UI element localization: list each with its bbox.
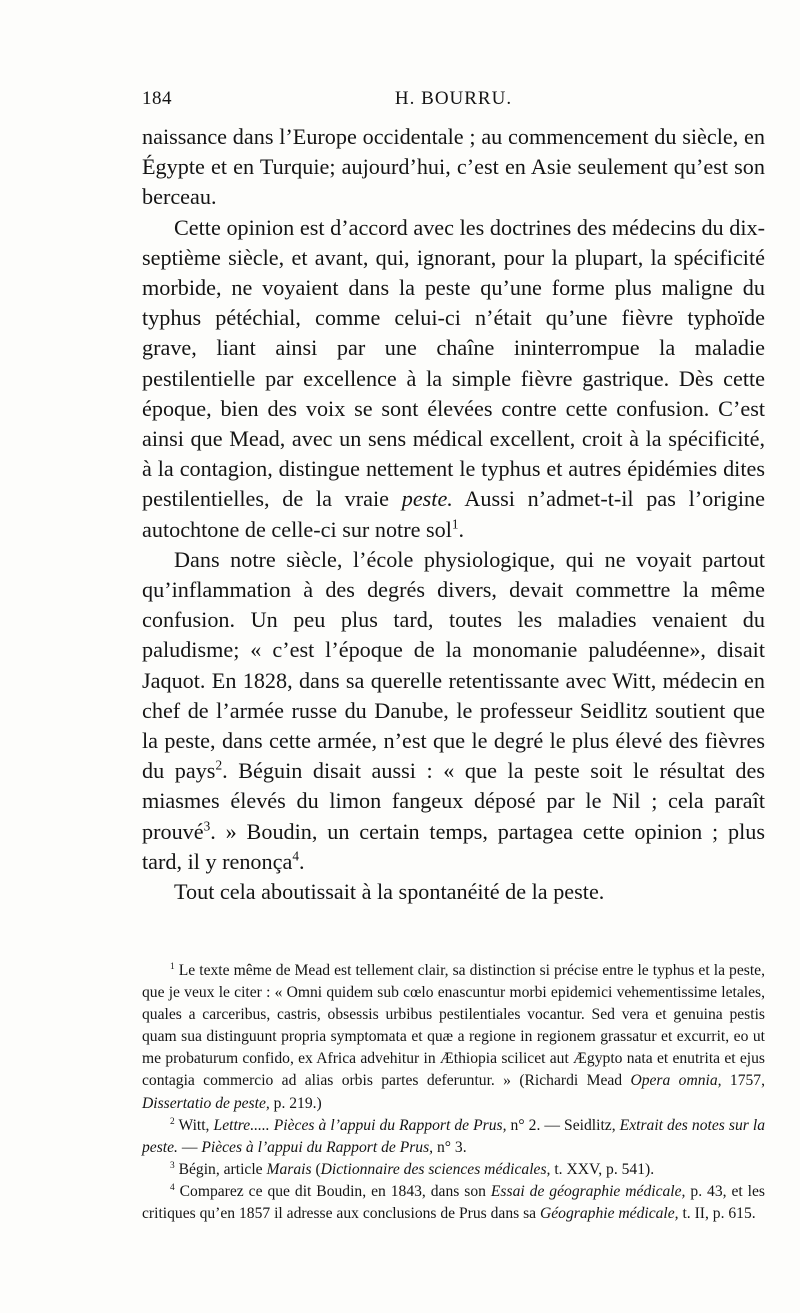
footnotes <box>142 960 765 1225</box>
footnote-ref-3: 3 <box>203 818 211 834</box>
paragraph-2-text-c: . <box>458 516 465 542</box>
footnote-ref-4: 4 <box>292 848 299 864</box>
footnote-3-emphasis-b: Dictionnaire des sciences médicales, <box>320 1160 551 1178</box>
page-header <box>142 88 765 118</box>
paragraph-3 <box>142 545 765 877</box>
footnote-2-emphasis-b: Pièces à l’appui du Rapport de Prus, <box>273 1116 507 1134</box>
footnote-3-text-c: t. XXV, p. 541). <box>550 1160 655 1178</box>
footnote-ref-1: 1 <box>451 516 459 532</box>
footnote-2-mark: 2 <box>170 1116 175 1127</box>
footnote-2-emphasis-d: Pièces à l’appui du Rapport de Prus, <box>201 1138 434 1156</box>
footnote-4-text-b: p. 43, et les critiques qu’en 1857 il adresse aux conclusions de Prus dans sa <box>142 1182 765 1223</box>
footnote-1-text-c: p. 219.) <box>269 1094 322 1112</box>
footnote-2-text-e: n° 3. <box>433 1138 467 1156</box>
footnote-4-text-a: Comparez ce que dit Boudin, en 1843, dans son <box>174 1182 491 1200</box>
footnote-2-text-c: n° 2. — Seidlitz, <box>506 1116 620 1134</box>
footnote-1-emphasis-b: Dissertatio de peste, <box>142 1094 270 1112</box>
footnote-3-mark: 3 <box>170 1160 175 1171</box>
running-title: H. BOURRU. <box>394 88 513 109</box>
footnote-1-text-b: 1757, <box>721 1072 765 1090</box>
footnote-2 <box>142 1115 765 1159</box>
paragraph-4 <box>142 877 765 907</box>
footnote-2-text-d: — <box>177 1138 202 1156</box>
paragraph-3-text-b: . Béguin disait aussi : « que la peste soit le résultat des miasmes élevés du limon fangeux déposé par le Nil ; cela paraît prouvé <box>142 758 766 844</box>
footnote-2-text-a: Witt, <box>174 1116 214 1134</box>
footnote-1-text-a: Le texte même de Mead est tellement clair, sa distinction si précise entre le typhus et la peste, que je veux le citer : « Omni quidem sub cœlo enascuntur morbi epidemici vehementissime letales, quales a carceribus, castris, obsessis urbibus pestilentiales vocantur. Sed vera et genuina pestis quam sua distinguunt propria symptomata et quæ a regione in regionem grassatur et excurrit, eo ut me probaturum confido, ex Africa advehitur in Æthiopia scilicet aut Ægypto nata et enutrita et ejus contagia commercio ad alias orbis partes deferuntur. » (Richardi Mead <box>142 962 765 1090</box>
paragraph-2 <box>142 213 765 545</box>
footnote-4 <box>142 1181 765 1225</box>
footnote-3-text-a: Bégin, article <box>174 1160 267 1178</box>
paragraph-1 <box>142 122 765 213</box>
paragraph-3-text-d: . <box>298 848 305 874</box>
footnote-1-emphasis-a: Opera omnia, <box>630 1072 722 1090</box>
footnote-2-emphasis-a: Lettre..... <box>213 1116 270 1134</box>
paragraph-4-text: Tout cela aboutissait à la spontanéité de la peste. <box>174 879 605 905</box>
paragraph-2-emphasis: peste. <box>401 486 453 512</box>
footnote-4-text-c: t. II, p. 615. <box>678 1205 756 1223</box>
footnote-4-emphasis-a: Essai de géographie médicale, <box>490 1182 686 1200</box>
footnote-ref-2: 2 <box>215 757 223 773</box>
footnote-2-emphasis-c: Extrait des notes sur la peste. <box>142 1116 766 1156</box>
paragraph-2-text-a: Cette opinion est d’accord avec les doctrines des médecins du dix-septième siècle, et avant, qui, ignorant, pour la plupart, la spécificité morbide, ne voyaient dans la peste qu’une forme plus maligne du typhus pétéchial, comme celui-ci n’était qu’une fièvre typhoïde grave, liant ainsi par une chaîne ininterrompue la maladie pestilentielle par excellence à la simple fièvre gastrique. Dès cette époque, bien des voix se sont élevées contre cette confusion. C’est ainsi que Mead, avec un sens médical excellent, croit à la spécificité, à la contagion, distingue nettement le typhus et autres épidémies dites pestilentielles, de la vraie <box>142 214 765 512</box>
footnote-1-mark: 1 <box>170 961 175 972</box>
paragraph-3-text-c: . » Boudin, un certain temps, partagea cette opinion ; plus tard, il y renonça <box>142 818 765 874</box>
footnote-1 <box>142 960 765 1115</box>
footnote-3-emphasis-a: Marais <box>266 1160 312 1178</box>
footnote-4-emphasis-b: Géographie médicale, <box>540 1205 679 1223</box>
footnote-3-text-b: ( <box>311 1160 321 1178</box>
paragraph-2-text-b: Aussi n’admet-t-il pas l’origine autochtone de celle-ci sur notre sol <box>142 486 765 542</box>
main-text <box>142 122 765 907</box>
page-number: 184 <box>142 88 172 109</box>
paragraph-3-text-a: Dans notre siècle, l’école physiologique, qui ne voyait partout qu’inflammation à des degrés divers, devait commettre la même confusion. Un peu plus tard, toutes les maladies venaient du paludisme; « c’est l’époque de la monomanie paludéenne», disait Jaquot. En 1828, dans sa querelle retentissante avec Witt, médecin en chef de l’armée russe du Danube, le professeur Seidlitz soutient que la peste, dans cette armée, n’est que le degré le plus élevé des fièvres du pays <box>142 546 765 784</box>
footnote-3 <box>142 1159 765 1181</box>
footnote-4-mark: 4 <box>170 1182 175 1193</box>
paragraph-1-text: naissance dans l’Europe occidentale ; au commencement du siècle, en Égypte et en Turquie; aujourd’hui, c’est en Asie seulement qu’est son berceau. <box>142 124 765 210</box>
